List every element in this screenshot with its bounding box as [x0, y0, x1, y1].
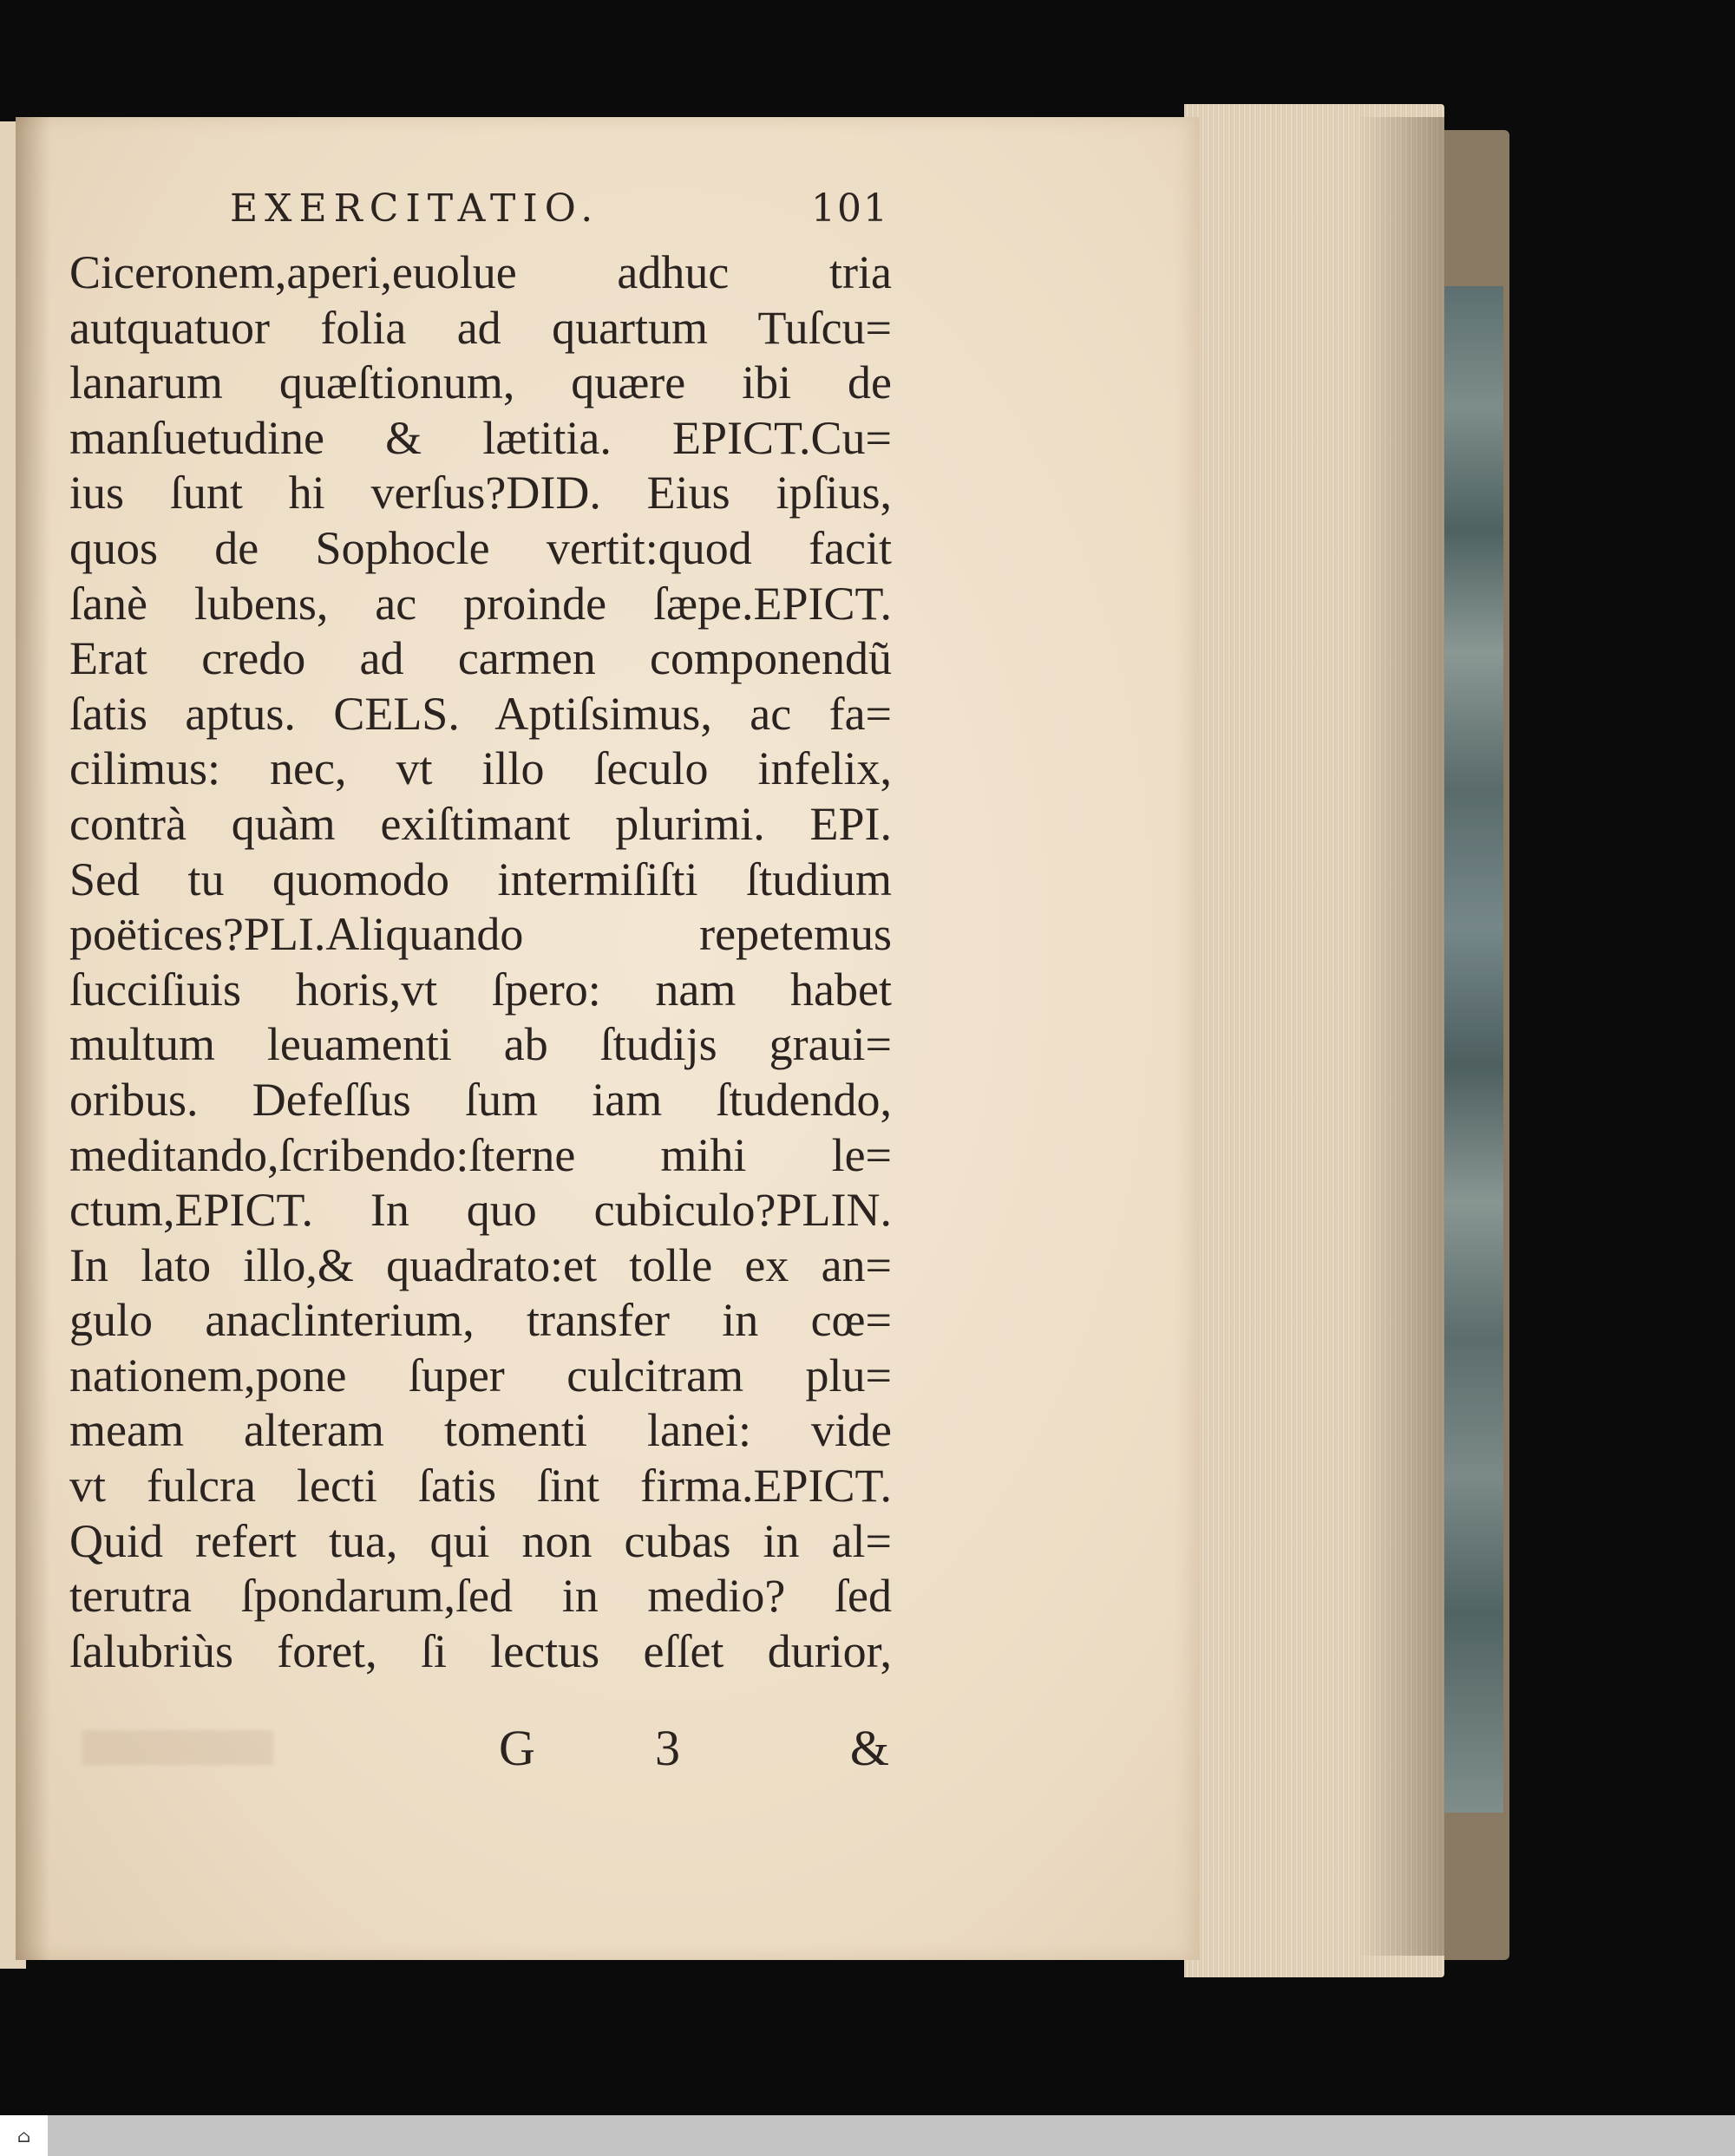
- library-logo[interactable]: [0, 2115, 48, 2156]
- text-line: ſucciſiuis horis,vt ſpero: nam habet: [69, 963, 892, 1016]
- viewer-footer-bar: [0, 2115, 1735, 2156]
- text-line: meam alteram tomenti lanei: vide: [69, 1404, 892, 1457]
- text-line: Sed tu quomodo intermiſiſti ſtudium: [69, 853, 892, 905]
- signature-line: [481, 1719, 889, 1780]
- text-line: Erat credo ad carmen componendũ: [69, 632, 892, 685]
- library-logo-icon: ⌂: [16, 2125, 31, 2146]
- text-line: poëtices?PLI.Aliquando repetemus: [69, 908, 892, 961]
- text-line: ctum,EPICT. In quo cubiculo?PLIN.: [69, 1184, 892, 1237]
- text-line: multum leuamenti ab ſtudijs graui=: [69, 1018, 892, 1071]
- text-line: Ciceronem,aperi,euolue adhuc tria: [69, 246, 892, 298]
- running-head: [230, 186, 889, 238]
- running-head-title: EXERCITATIO.: [230, 186, 600, 231]
- text-line: vt fulcra lecti ſatis ſint firma.EPICT.: [69, 1460, 892, 1512]
- text-line: ius ſunt hi verſus?DID. Eius ipſius,: [69, 467, 892, 519]
- page-gutter-shadow: [16, 117, 50, 1960]
- text-line: meditando,ſcribendo:ſterne mihi le=: [69, 1128, 892, 1181]
- text-line: oribus. Defeſſus ſum iam ſtudendo,: [69, 1073, 892, 1126]
- signature-mark: G: [499, 1720, 535, 1776]
- show-through-smudge: [82, 1730, 273, 1765]
- text-line: In lato illo,& quadrato:et tolle ex an=: [69, 1238, 892, 1291]
- text-line: nationem,pone ſuper culcitram plu=: [69, 1349, 892, 1401]
- text-line: ſatis aptus. CELS. Aptiſsimus, ac fa=: [69, 687, 892, 740]
- text-line: Quid refert tua, qui non cubas in al=: [69, 1514, 892, 1567]
- text-line: ſalubriùs foret, ſi lectus eſſet durior,: [69, 1624, 892, 1677]
- text-line: terutra ſpondarum,ſed in medio? ſed: [69, 1570, 892, 1623]
- text-line: cilimus: nec, vt illo ſeculo infelix,: [69, 742, 892, 795]
- catchword: &: [849, 1720, 889, 1776]
- text-line: contrà quàm exiſtimant plurimi. EPI.: [69, 797, 892, 850]
- text-line: ſanè lubens, ac proinde ſæpe.EPICT.: [69, 577, 892, 630]
- page-number: 101: [811, 186, 889, 231]
- body-text: [69, 245, 892, 1679]
- text-line: manſuetudine & lætitia. EPICT.Cu=: [69, 411, 892, 464]
- text-line: quos de Sophocle vertit:quod facit: [69, 521, 892, 574]
- text-line: gulo anaclinterium, transfer in cœ=: [69, 1294, 892, 1347]
- marbled-board: [1436, 286, 1503, 1813]
- text-line: autquatuor folia ad quartum Tuſcu=: [69, 301, 892, 354]
- text-line: lanarum quæſtionum, quære ibi de: [69, 356, 892, 409]
- signature-number: 3: [655, 1720, 680, 1776]
- page-edges-shadow: [1358, 117, 1444, 1956]
